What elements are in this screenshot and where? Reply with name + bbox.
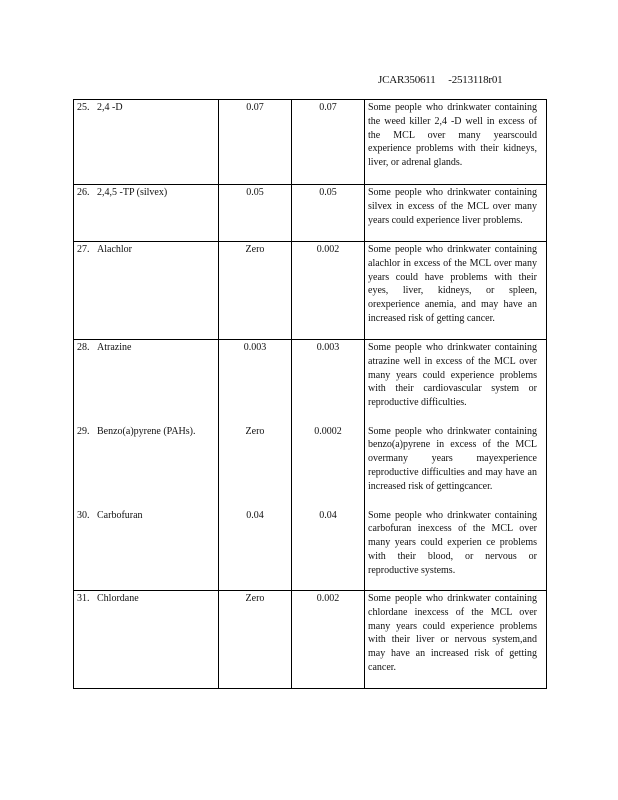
- health-effect-cell: [365, 424, 547, 508]
- health-effect-cell: [365, 100, 547, 185]
- row-number: 27.: [77, 244, 90, 255]
- table-row: [74, 424, 547, 508]
- mclg-value: 0.05: [219, 185, 292, 242]
- table-row: [74, 242, 547, 340]
- row-number: 29.: [77, 425, 90, 437]
- mcl-value: 0.002: [292, 242, 365, 340]
- mclg-value: 0.07: [219, 100, 292, 185]
- health-effect-cell: [365, 185, 547, 242]
- mclg-value: 0.04: [219, 508, 292, 591]
- row-number: 30.: [77, 509, 90, 521]
- contaminant-name: Atrazine: [97, 342, 132, 353]
- mcl-value: 0.04: [292, 508, 365, 591]
- row-number: 31.: [77, 593, 90, 604]
- contaminant-cell: [74, 591, 219, 689]
- contaminant-name: Carbofuran: [97, 509, 143, 521]
- contaminant-cell: [74, 508, 219, 591]
- health-effect-text: Some people who drinkwater containing alachlor in excess of the MCL over many years could have problems with their eyes, liver, kidneys, or spleen, orexperience anemia, and may have an increased risk of getting cancer.: [368, 244, 537, 324]
- document-code: JCAR350611 -2513118r01: [378, 74, 503, 86]
- table-row: [74, 591, 547, 689]
- contaminant-cell: [74, 424, 219, 508]
- health-effect-text: Some people who drinkwater containing benzo(a)pyrene in excess of the MCL overmany years mayexperience reproductive difficulties and may have an increased risk of gettingcancer.: [368, 425, 537, 492]
- mclg-value: Zero: [219, 591, 292, 689]
- contaminant-name: 2,4 -D: [97, 102, 123, 113]
- row-number: 28.: [77, 342, 90, 353]
- contaminant-cell: [74, 100, 219, 185]
- mclg-value: 0.003: [219, 340, 292, 424]
- health-effect-cell: [365, 340, 547, 424]
- table-row: [74, 185, 547, 242]
- health-effect-cell: [365, 508, 547, 591]
- contaminant-cell: [74, 185, 219, 242]
- health-effect-cell: [365, 591, 547, 689]
- table-row: [74, 100, 547, 185]
- contaminant-name: Benzo(a)pyrene (PAHs).: [97, 425, 196, 437]
- mcl-value: 0.002: [292, 591, 365, 689]
- mcl-value: 0.0002: [292, 424, 365, 508]
- mclg-value: Zero: [219, 242, 292, 340]
- mcl-value: 0.003: [292, 340, 365, 424]
- contaminant-name: Alachlor: [97, 244, 132, 255]
- row-number: 26.: [77, 187, 90, 198]
- mclg-value: Zero: [219, 424, 292, 508]
- health-effect-cell: [365, 242, 547, 340]
- contaminant-table: [73, 99, 547, 689]
- contaminant-cell: [74, 242, 219, 340]
- health-effect-text: Some people who drinkwater containing chlordane inexcess of the MCL over many years could experience problems with their liver or nervous system,and may have an increased risk of getting cancer.: [368, 593, 537, 673]
- contaminant-cell: [74, 340, 219, 424]
- health-effect-text: Some people who drinkwater containing atrazine well in excess of the MCL over many years could experience problems with their cardiovascular system or reproductive difficulties.: [368, 342, 537, 409]
- mcl-value: 0.05: [292, 185, 365, 242]
- health-effect-text: Some people who drinkwater containing silvex in excess of the MCL over many years could experience liver problems.: [368, 187, 537, 226]
- mcl-value: 0.07: [292, 100, 365, 185]
- health-effect-text: Some people who drinkwater containing carbofuran inexcess of the MCL over many years could experien ce problems with their blood, or nervous or reproductive systems.: [368, 509, 537, 576]
- table-row: [74, 508, 547, 591]
- table-row: [74, 340, 547, 424]
- health-effect-text: Some people who drinkwater containing the weed killer 2,4 -D well in excess of the MCL over many yearscould experience problems with their kidneys, liver, or adrenal glands.: [368, 102, 537, 169]
- row-number: 25.: [77, 102, 90, 113]
- contaminant-name: 2,4,5 -TP (silvex): [97, 187, 168, 198]
- contaminant-name: Chlordane: [97, 593, 139, 604]
